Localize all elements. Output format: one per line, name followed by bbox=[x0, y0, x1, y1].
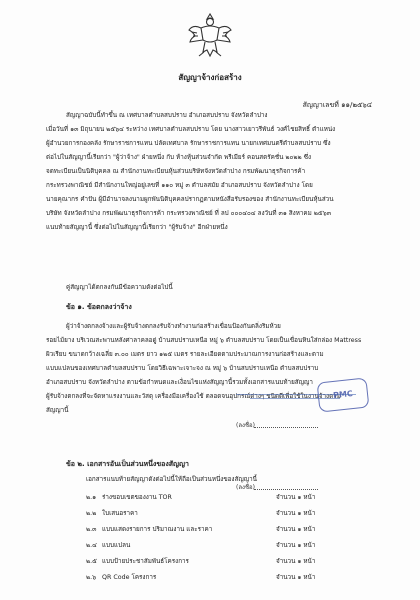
section-1-line: ผู้ว่าจ้างตกลงจ้างและผู้รับจ้างตกลงรับจ้างทำงานก่อสร้างเขื่อนป้องกันตลิ่งริมห้วย bbox=[66, 323, 281, 330]
attachment-label: แบบป้ายประชาสัมพันธ์โครงการ bbox=[102, 558, 189, 565]
attachment-amount: จำนวน ๑ หน้า bbox=[276, 526, 316, 533]
signature-scribble bbox=[236, 394, 356, 395]
contract-number: สัญญาเลขที่ ๑๑/๒๕๖๔ bbox=[302, 101, 372, 109]
intro-line: บริษัท จังหวัดลำปาง กรมพัฒนาธุรกิจการค้า กระทรวงพาณิชย์ ที่ ลป ๐๐๐๔๐๔ ลงวันที่ ๓๑ สิงหาคม ๒๕๖๓ bbox=[46, 210, 332, 217]
intro-line: เมื่อวันที่ ๑๓ มิถุนายน ๒๕๖๔ ระหว่าง เทศบาลตำบลสบปราบ โดย นางสาวเยาวรีพันธ์ วงศ์ไชยสิทธิ์ ตำแหน่ง bbox=[46, 126, 336, 133]
attachment-number: ๒.๖ bbox=[86, 574, 97, 581]
section-2-intro: เอกสารแนบท้ายสัญญาดังต่อไปนี้ให้ถือเป็นส่วนหนึ่งของสัญญานี้ bbox=[86, 476, 257, 483]
section-1-line: ผิวเรียบ ขนาดกว้างเฉลี่ย ๓.๐๐ เมตร ยาว ๑๒๕ เมตร รายละเอียดตามประมาณการงานก่อสร้างและตาม bbox=[46, 351, 324, 358]
signature-label: (ลงชื่อ) bbox=[236, 422, 255, 429]
attachment-number: ๒.๔ bbox=[86, 542, 97, 549]
attachment-item bbox=[86, 492, 316, 504]
attachment-amount: จำนวน ๑ หน้า bbox=[276, 494, 316, 501]
attachment-amount: จำนวน ๑ หน้า bbox=[276, 574, 316, 581]
contract-title: สัญญาจ้างก่อสร้าง bbox=[178, 73, 242, 82]
signature-dotted-line bbox=[254, 489, 318, 490]
attachment-amount: จำนวน ๑ หน้า bbox=[276, 542, 316, 549]
intro-line: ต่อไปในสัญญานี้เรียกว่า "ผู้ว่าจ้าง" ฝ่ายหนึ่ง กับ ห้างหุ้นส่วนจำกัด พรีเมียร์ คอนสตรัคชั่น ๒๐๒๒ ซึ่ง bbox=[46, 154, 312, 161]
intro-line: แนบท้ายสัญญานี้ ซึ่งต่อไปในสัญญานี้เรียกว่า "ผู้รับจ้าง" อีกฝ่ายหนึ่ง bbox=[46, 224, 228, 231]
section-1-line: อำเภอสบปราบ จังหวัดลำปาง ตามข้อกำหนดและเงื่อนไขแห่งสัญญานี้รวมทั้งเอกสารแนบท้ายสัญญา bbox=[46, 379, 313, 386]
company-stamp: PMC bbox=[317, 377, 370, 412]
attachment-label: ร่างขอบเขตของงาน TOR bbox=[102, 494, 172, 501]
attachment-amount: จำนวน ๑ หน้า bbox=[276, 558, 316, 565]
attachment-item bbox=[86, 540, 316, 552]
signature-dotted-line bbox=[254, 427, 318, 428]
attachment-amount: จำนวน ๑ หน้า bbox=[276, 510, 316, 517]
intro-line: ผู้อำนวยการกองคลัง รักษาราชการแทน ปลัดเทศบาล รักษาราชการแทน นายกเทศมนตรีตำบลสบปราบ ซึ่ง bbox=[46, 140, 331, 147]
intro-line: กระทรวงพาณิชย์ มีสำนักงานใหญ่อยู่เลขที่ ๑๑๐ หมู่ ๓ ตำบลสมัย อำเภอสบปราบ จังหวัดลำปาง โดย bbox=[46, 182, 313, 189]
intro-paragraph bbox=[46, 109, 368, 235]
attachment-label: QR Code โครงการ bbox=[102, 574, 157, 581]
section-1-line: สัญญานี้ bbox=[46, 407, 69, 414]
signature-scribble bbox=[250, 398, 340, 399]
attachment-number: ๒.๑ bbox=[86, 494, 97, 501]
signature-line bbox=[236, 420, 326, 430]
garuda-emblem-icon bbox=[187, 10, 233, 60]
agreement-line: คู่สัญญาได้ตกลงกันมีข้อความดังต่อไปนี้ bbox=[66, 284, 173, 291]
attachment-number: ๒.๒ bbox=[86, 510, 97, 517]
intro-line: นายคุณากร คำปัน ผู้มีอำนาจลงนามผูกพันนิติบุคคลปรากฏตามหนังสือรับรองของ สำนักงานทะเบียนหุ้นส่วน bbox=[46, 196, 334, 203]
signature-label: (ลงชื่อ) bbox=[236, 484, 255, 491]
section-1-heading: ข้อ ๑. ข้อตกลงว่าจ้าง bbox=[66, 303, 132, 311]
intro-line: จดทะเบียนเป็นนิติบุคคล ณ สำนักงานทะเบียนหุ้นส่วนบริษัทจังหวัดลำปาง กรมพัฒนาธุรกิจการค้า bbox=[46, 168, 306, 175]
section-1-line: แบบแปลนของเทศบาลตำบลสบปราบ โดยวิธีเฉพาะเจาะจง ณ หมู่ ๖ บ้านสบปราบเหนือ ตำบลสบปราบ bbox=[46, 365, 319, 372]
attachment-number: ๒.๕ bbox=[86, 558, 97, 565]
section-1-line: รอยไม้ยาง บริเวณสะพานหลังศาลาคลอดูู่ บ้านสบปราบเหนือ หมู่ ๖ ตำบลสบปราบ โดยเป็นเขื่อนหินใส่กล่อง Mattress bbox=[46, 337, 362, 344]
attachment-item bbox=[86, 572, 316, 584]
attachment-label: แบบแปลน bbox=[102, 542, 131, 549]
attachment-item bbox=[86, 524, 316, 536]
attachment-number: ๒.๓ bbox=[86, 526, 97, 533]
attachment-label: ใบเสนอราคา bbox=[102, 510, 138, 517]
attachment-item bbox=[86, 556, 316, 568]
attachment-item bbox=[86, 508, 316, 520]
attachment-label: แบบแสดงรายการ ปริมาณงาน และราคา bbox=[102, 526, 213, 533]
section-2-heading: ข้อ ๒. เอกสารอันเป็นส่วนหนึ่งของสัญญา bbox=[66, 460, 189, 468]
section-1-line: ผู้รับจ้างตกลงที่จะจัดหาแรงงานและวัสดุ เครื่องมือเครื่องใช้ ตลอดจนอุปกรณ์ต่างๆ ชนิดดีเพื่อใช้ในงานจ้างตาม bbox=[46, 393, 341, 400]
intro-line: สัญญาฉบับนี้ทำขึ้น ณ เทศบาลตำบลสบปราบ อำเภอสบปราบ จังหวัดลำปาง bbox=[66, 112, 268, 119]
